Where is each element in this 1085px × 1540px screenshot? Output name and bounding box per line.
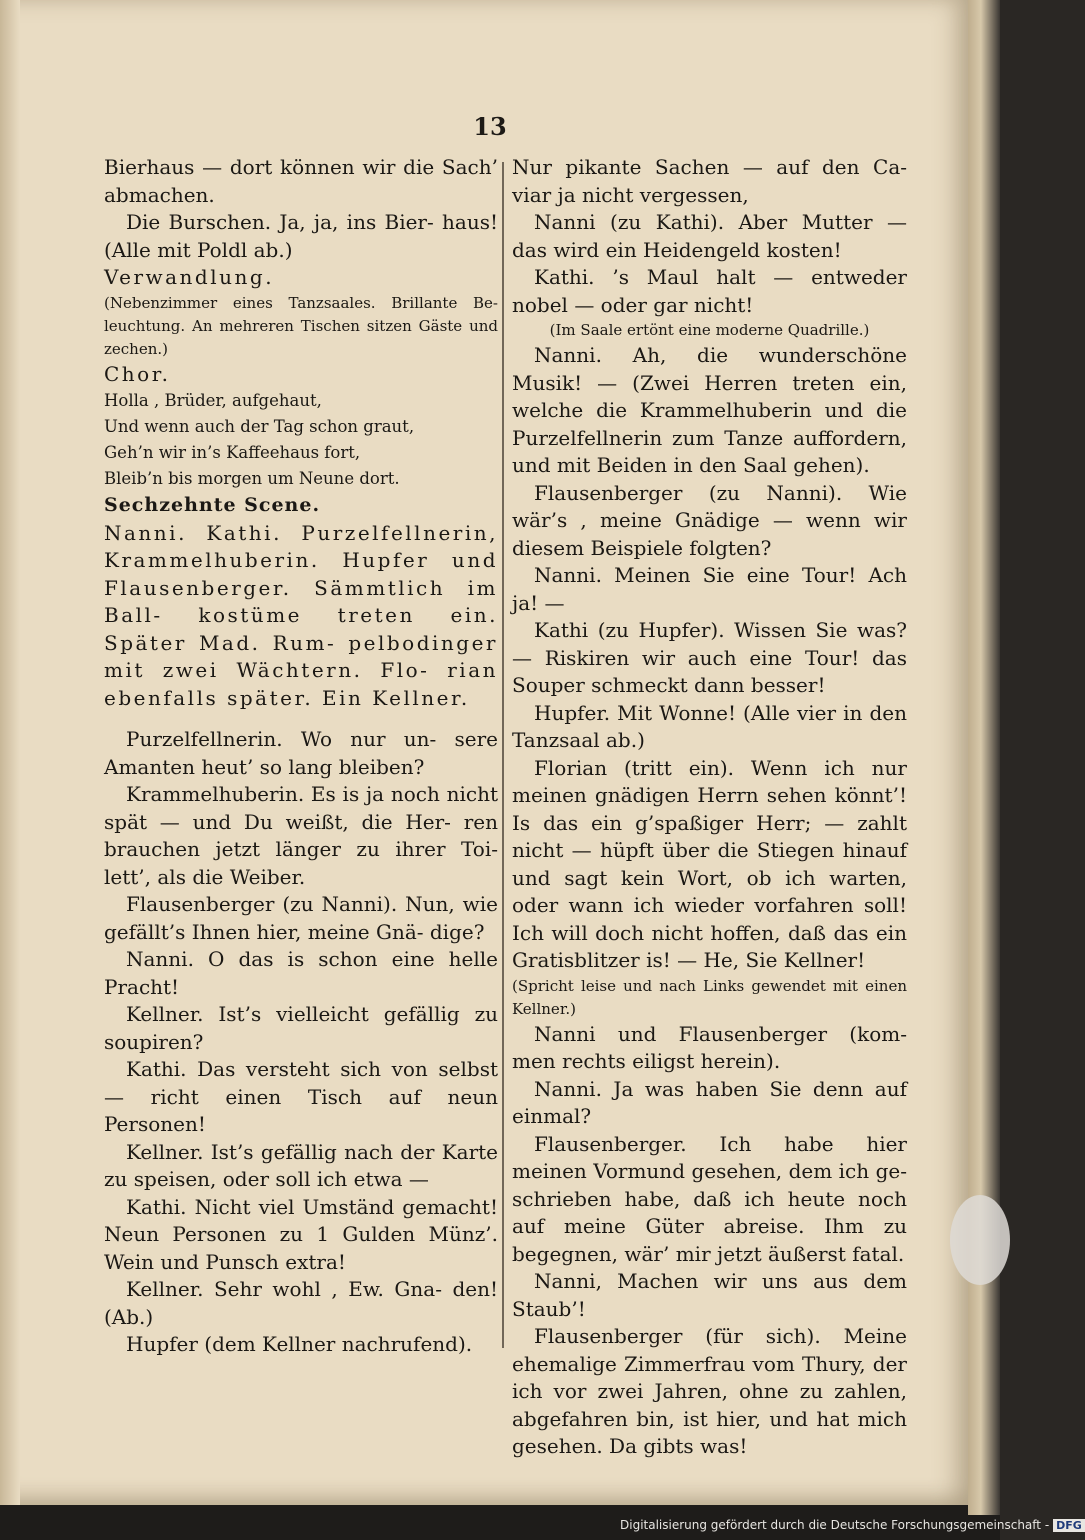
dialogue-line: Flausenberger (zu Nanni). Nun, wie gefällt’s Ihnen hier, meine Gnä- dige? [104, 892, 498, 944]
page-gutter [0, 0, 20, 1505]
dialogue-line: Nanni und Flausenberger (kom- men rechts eiligst herein). [512, 1021, 907, 1073]
heading-chor: Chor. [104, 361, 171, 386]
dialogue-line: Kathi. Das versteht sich von selbst — richt einen Tisch auf neun Personen! [104, 1057, 498, 1136]
text-line: Die Burschen. Ja, ja, ins Bier- haus! (Alle mit Poldl ab.) [104, 210, 498, 262]
verse-line: Geh’n wir in’s Kaffeehaus fort, [104, 443, 361, 462]
dialogue-line: Nanni. Ja was haben Sie denn auf einmal? [512, 1076, 907, 1128]
verse-line: Bleib’n bis morgen um Neune dort. [104, 469, 400, 488]
column-divider [502, 162, 504, 1348]
dialogue-line: Kellner. Sehr wohl , Ew. Gna- den! (Ab.) [104, 1277, 498, 1329]
dialogue-line: Kellner. Ist’s gefällig nach der Karte zu speisen, oder soll ich etwa — [104, 1139, 498, 1191]
left-column [104, 154, 498, 1359]
dialogue-line: Nanni, Machen wir uns aus dem Staub’! [512, 1269, 907, 1321]
verse-line: Holla , Brüder, aufgehaut, [104, 391, 322, 410]
verse-line: Und wenn auch der Tag schon graut, [104, 417, 415, 436]
dialogue-line: Hupfer. Mit Wonne! (Alle vier in den Tanzsaal ab.) [512, 700, 907, 752]
page-number: 13 [473, 112, 507, 141]
credit-text: Digitalisierung gefördert durch die Deutsche Forschungsgemeinschaft - [620, 1518, 1050, 1532]
page-edge [968, 0, 1000, 1515]
dialogue-line: Florian (tritt ein). Wenn ich nur meinen gnädigen Herrn sehen könnt’! Is das ein g’spaßiger Herr; — zahlt nicht — hüpft über die Stiegen hinauf und sagt kein Wort, ob ich warten, oder wann ich wieder vorfahren soll! Ich will doch nicht hoffen, daß das ein Gratisblitzer is! — He, Sie Kellner! [512, 755, 907, 972]
dialogue-line: Kathi. ’s Maul halt — entweder nobel — oder gar nicht! [512, 265, 907, 317]
dialogue-line: Nur pikante Sachen — auf den Ca- viar ja nicht vergessen, [512, 155, 907, 207]
scene-heading: Sechzehnte Scene. [104, 494, 321, 516]
dialogue-line: Flausenberger. Ich habe hier meinen Vormund gesehen, dem ich ge- schrieben habe, daß ich heute noch auf meine Güter abreise. Ihm zu begegnen, wär’ mir jetzt äußerst fatal. [512, 1131, 907, 1266]
heading-verwandlung: Verwandlung. [104, 265, 275, 289]
dialogue-line: Hupfer (dem Kellner nachrufend). [126, 1332, 473, 1356]
dialogue-line: Kathi. Nicht viel Umständ gemacht! Neun Personen zu 1 Gulden Münz’. Wein und Punsch extra! [104, 1194, 498, 1274]
digitization-credit [620, 1518, 1082, 1536]
dialogue-line: Purzelfellnerin. Wo nur un- sere Amanten heut’ so lang bleiben? [104, 727, 498, 779]
stage-direction: (Spricht leise und nach Links gewendet mit einen Kellner.) [512, 976, 907, 1018]
dialogue-line: Nanni (zu Kathi). Aber Mutter — das wird ein Heidengeld kosten! [512, 210, 907, 262]
stage-direction: (Im Saale ertönt eine moderne Quadrille.) [549, 321, 870, 339]
dialogue-line: Kathi (zu Hupfer). Wissen Sie was? — Riskiren wir auch eine Tour! das Souper schmeckt dann besser! [512, 618, 907, 697]
dialogue-line: Nanni. Meinen Sie eine Tour! Ach ja! — [512, 563, 907, 615]
dialogue-line: Nanni. Ah, die wunderschöne Musik! — (Zwei Herren treten ein, welche die Krammelhuberin und die Purzelfellnerin zum Tanze auffordern, und mit Beiden in den Saal gehen). [512, 343, 907, 477]
right-column [512, 154, 907, 1461]
dialogue-line: Flausenberger (zu Nanni). Wie wär’s , meine Gnädige — wenn wir diesem Beispiele folgten? [512, 480, 907, 560]
dialogue-line: Nanni. O das is schon eine helle Pracht! [104, 947, 498, 999]
scanner-thumb-shadow [950, 1195, 1010, 1285]
dialogue-line: Flausenberger (für sich). Meine ehemalige Zimmerfrau vom Thury, der ich vor zwei Jahren, ohne zu zahlen, abgefahren bin, ist hier, und hat mich gesehen. Da gibts was! [512, 1324, 907, 1458]
stage-direction: (Nebenzimmer eines Tanzsaales. Brillante Be- leuchtung. An mehreren Tischen sitzen Gäste und zechen.) [104, 293, 498, 358]
dialogue-line: Krammelhuberin. Es is ja noch nicht spät — und Du weißt, die Her- ren brauchen jetzt länger zu ihrer Toi- lett’, als die Weiber. [104, 782, 498, 889]
dialogue-line: Kellner. Ist’s vielleicht gefällig zu soupiren? [104, 1002, 498, 1054]
text-line: Bierhaus — dort können wir die Sach’ abmachen. [104, 155, 498, 207]
dfg-logo: DFG [1053, 1519, 1085, 1532]
cast-list: Nanni. Kathi. Purzelfellnerin, Krammelhuberin. Hupfer und Flausenberger. Sämmtlich im Ball- kostüme treten ein. Später Mad. Rum- pelbodinger mit zwei Wächtern. Flo- rian ebenfalls später. Ein Kellner. [104, 520, 498, 710]
